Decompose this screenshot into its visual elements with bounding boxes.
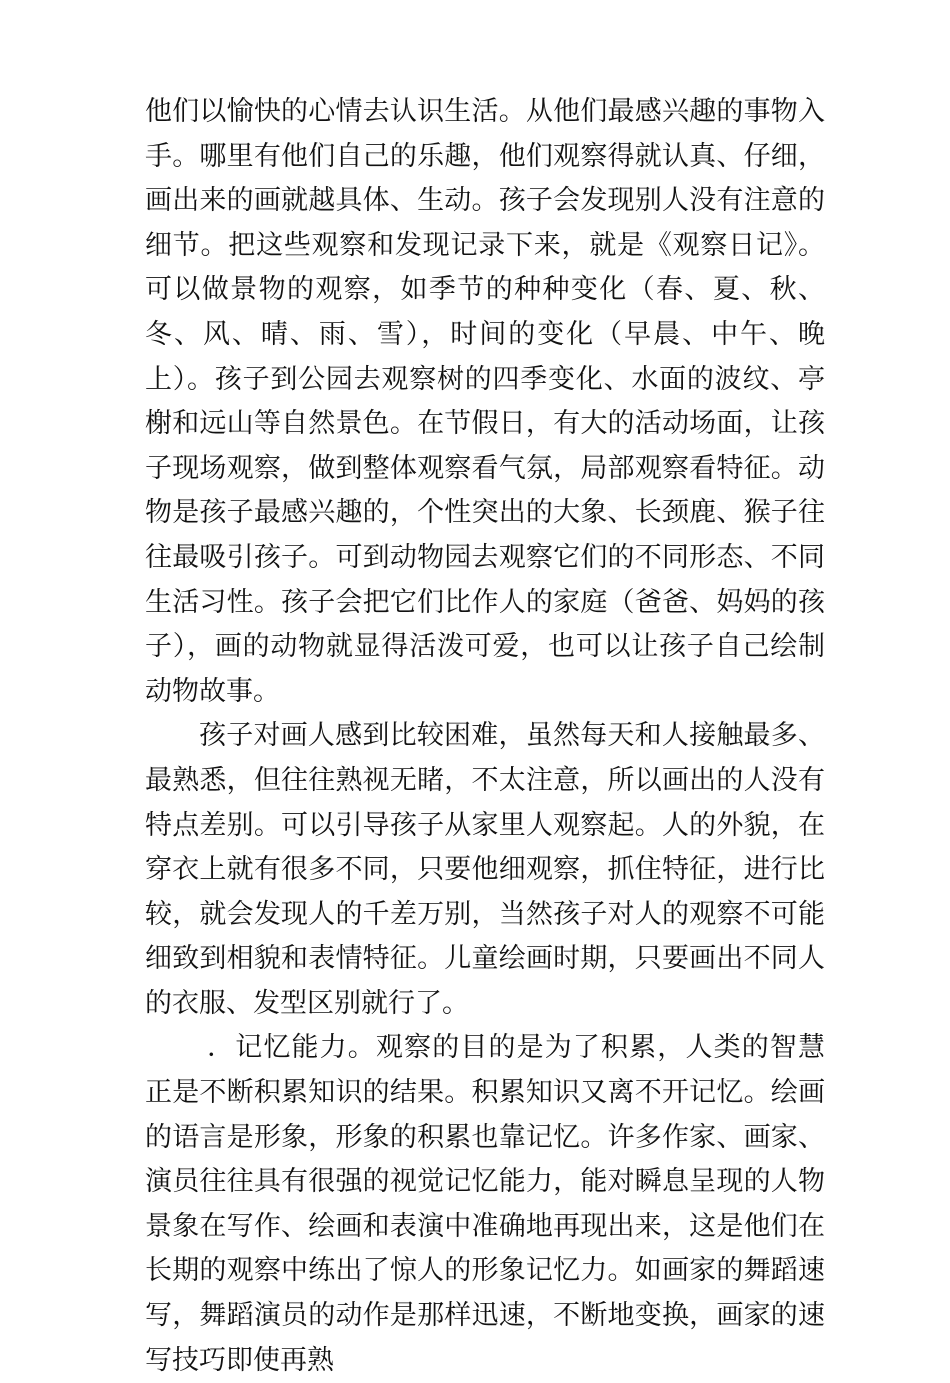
body-text <box>145 90 825 1383</box>
paragraph-memory-ability: ．记忆能力。观察的目的是为了积累，人类的智慧正是不断积累知识的结果。积累知识又离不开记忆。绘画的语言是形象，形象的积累也靠记忆。许多作家、画家、演员往往具有很强的视觉记忆能力，能对瞬息呈现的人物景象在写作、绘画和表演中准确地再现出来，这是他们在长期的观察中练出了惊人的形象记忆力。如画家的舞蹈速写，舞蹈演员的动作是那样迅速，不断地变换，画家的速写技巧即使再熟 <box>145 1032 825 1376</box>
paragraph-observation-diary: 他们以愉快的心情去认识生活。从他们最感兴趣的事物入手。哪里有他们自己的乐趣，他们观察得就认真、仔细，画出来的画就越具体、生动。孩子会发现别人没有注意的细节。把这些观察和发现记录下来，就是《观察日记》。可以做景物的观察，如季节的种种变化（春、夏、秋、冬、风、晴、雨、雪），时间的变化（早晨、中午、晚上）。孩子到公园去观察树的四季变化、水面的波纹、亭榭和远山等自然景色。在节假日，有大的活动场面，让孩子现场观察，做到整体观察看气氛，局部观察看特征。动物是孩子最感兴趣的，个性突出的大象、长颈鹿、猴子往往最吸引孩子。可到动物园去观察它们的不同形态、不同生活习性。孩子会把它们比作人的家庭（爸爸、妈妈的孩子），画的动物就显得活泼可爱，也可以让孩子自己绘制动物故事。 <box>145 96 825 707</box>
paragraph-drawing-people: 孩子对画人感到比较困难，虽然每天和人接触最多、最熟悉，但往往熟视无睹，不太注意，所以画出的人没有特点差别。可以引导孩子从家里人观察起。人的外貌，在穿衣上就有很多不同，只要他细观察，抓住特征，进行比较，就会发现人的千差万别，当然孩子对人的观察不可能细致到相貌和表情特征。儿童绘画时期，只要画出不同人的衣服、发型区别就行了。 <box>145 720 825 1019</box>
